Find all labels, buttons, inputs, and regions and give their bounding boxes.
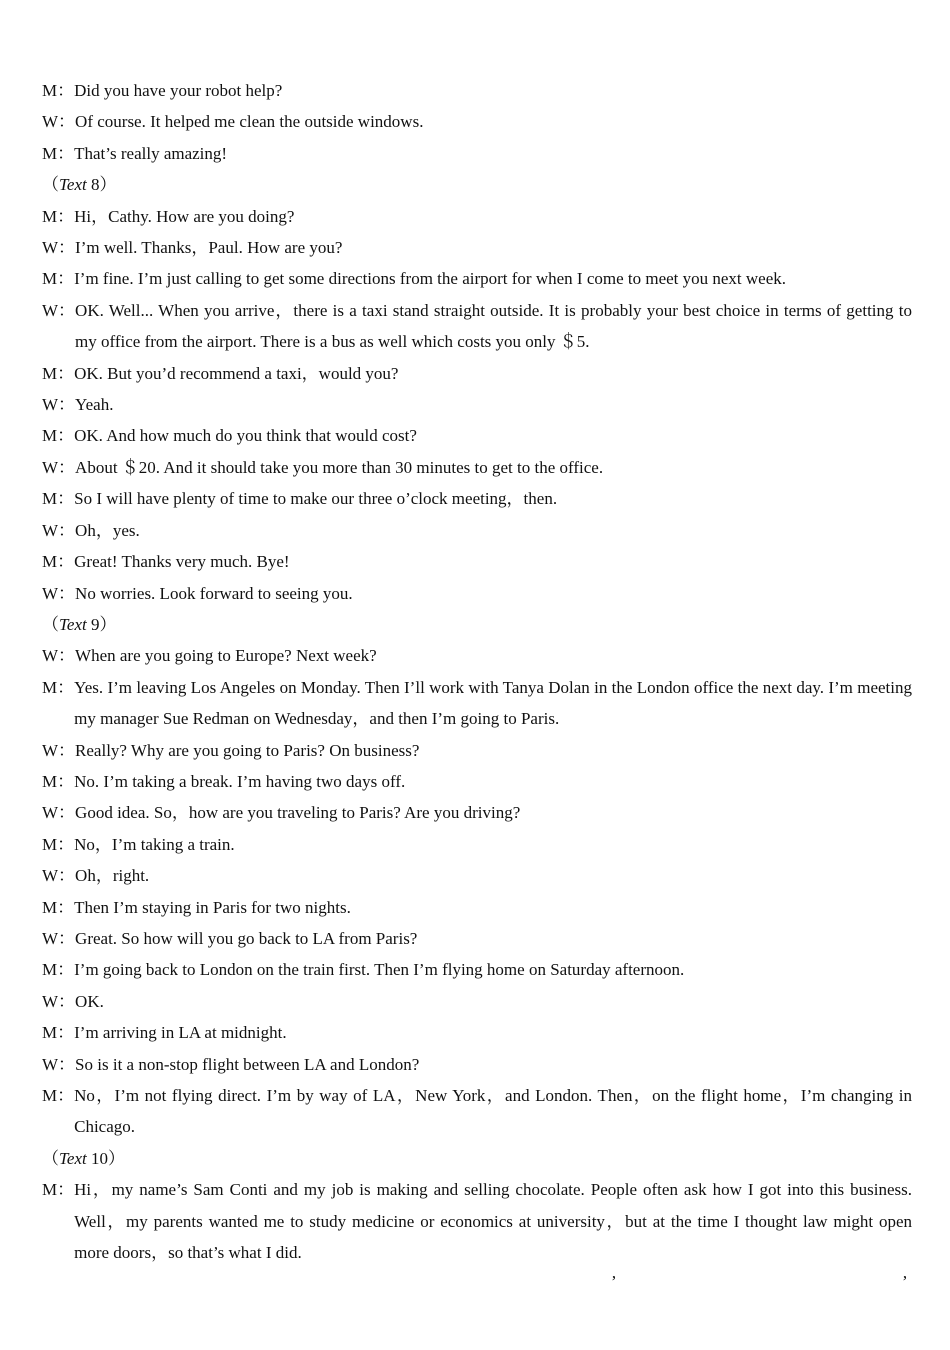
utterance-text: Great. So how will you go back to LA from Paris? <box>75 928 418 948</box>
utterance-text: OK. <box>75 991 104 1011</box>
speaker-label: W： <box>42 803 76 823</box>
footer-mark-right: ’ <box>902 1272 908 1291</box>
utterance-text: So is it a non-stop flight between LA and London? <box>75 1054 420 1074</box>
utterance-text: No，I’m taking a train. <box>74 834 235 854</box>
dialogue-line <box>42 860 912 891</box>
dialogue-line <box>42 420 912 451</box>
dialogue-line <box>42 232 912 263</box>
speaker-label: M： <box>42 81 75 100</box>
utterance-text: Hi，my name’s Sam Conti and my job is making and selling chocolate. People often ask how I got into this business. Well，my parents wanted me to study medicine or economics at university，but at the time I thought law might open more doors，so that’s what I did. <box>74 1180 912 1263</box>
utterance-text: I’m well. Thanks，Paul. How are you? <box>75 238 343 258</box>
footer-mark-left: ’ <box>611 1272 617 1291</box>
dialogue-line <box>42 672 912 735</box>
dialogue-line <box>42 1017 912 1048</box>
speaker-label: W： <box>42 646 76 666</box>
utterance-text: Oh，yes. <box>75 520 140 540</box>
utterance-text: No worries. Look forward to seeing you. <box>75 583 353 603</box>
section-number: 8） <box>86 175 117 195</box>
speaker-label: M： <box>42 897 75 917</box>
section-number: 9） <box>86 614 117 634</box>
speaker-label: M： <box>42 834 75 854</box>
utterance-text: That’s really amazing! <box>74 143 228 163</box>
speaker-label: W： <box>42 1054 76 1074</box>
utterance-text: OK. But you’d recommend a taxi，would you? <box>74 363 399 383</box>
dialogue-line <box>42 295 912 358</box>
utterance-text: Really? Why are you going to Paris? On business? <box>75 740 420 760</box>
dialogue-line <box>42 954 912 985</box>
section-label: Text <box>59 175 87 195</box>
section-open-paren: （ <box>42 1148 59 1168</box>
speaker-label: M： <box>42 269 75 289</box>
utterance-text: Did you have your robot help? <box>74 81 283 100</box>
utterance-text: Yes. I’m leaving Los Angeles on Monday. Then I’ll work with Tanya Dolan in the London office the next day. I’m meeting my manager Sue Redman on Wednesday，and then I’m going to Paris. <box>74 677 912 729</box>
speaker-label: M： <box>42 552 75 572</box>
dialogue-line <box>42 892 912 923</box>
utterance-text: OK. And how much do you think that would cost? <box>74 426 417 446</box>
dialogue-line <box>42 1049 912 1080</box>
utterance-text: Oh，right. <box>75 866 150 886</box>
dialogue-line <box>42 452 912 483</box>
dialogue-line <box>42 358 912 389</box>
speaker-label: W： <box>42 300 76 320</box>
speaker-label: W： <box>42 395 76 415</box>
speaker-label: M： <box>42 960 75 980</box>
speaker-label: M： <box>42 1023 75 1043</box>
section-open-paren: （ <box>42 175 59 195</box>
speaker-label: W： <box>42 866 76 886</box>
dialogue-line <box>42 766 912 797</box>
listening-transcript <box>42 75 912 1268</box>
utterance-text: So I will have plenty of time to make our three o’clock meeting，then. <box>74 489 558 509</box>
speaker-label: W： <box>42 928 76 948</box>
speaker-label: W： <box>42 238 76 258</box>
dialogue-line <box>42 1174 912 1268</box>
speaker-label: W： <box>42 112 76 132</box>
utterance-text: I’m fine. I’m just calling to get some directions from the airport for when I come to meet you next week. <box>74 269 787 289</box>
utterance-text: When are you going to Europe? Next week? <box>75 646 377 666</box>
speaker-label: M： <box>42 426 75 446</box>
speaker-label: M： <box>42 1086 75 1105</box>
dialogue-line <box>42 578 912 609</box>
utterance-text: I’m going back to London on the train first. Then I’m flying home on Saturday afternoon. <box>74 960 685 980</box>
speaker-label: M： <box>42 206 75 226</box>
utterance-text: Yeah. <box>75 395 114 415</box>
section-label: Text <box>59 614 87 634</box>
utterance-text: No. I’m taking a break. I’m having two days off. <box>74 771 406 791</box>
speaker-label: M： <box>42 489 75 509</box>
utterance-text: I’m arriving in LA at midnight. <box>74 1023 287 1043</box>
dialogue-line <box>42 829 912 860</box>
dialogue-line <box>42 201 912 232</box>
dialogue-line <box>42 1080 912 1143</box>
speaker-label: M： <box>42 363 75 383</box>
dialogue-line <box>42 797 912 828</box>
speaker-label: W： <box>42 583 76 603</box>
utterance-text: Hi，Cathy. How are you doing? <box>74 206 295 226</box>
dialogue-line <box>42 546 912 577</box>
speaker-label: M： <box>42 143 75 163</box>
speaker-label: M： <box>42 1180 75 1200</box>
dialogue-line <box>42 75 912 106</box>
utterance-text: No，I’m not flying direct. I’m by way of LA，New York，and London. Then，on the flight home，I’m changing in Chicago. <box>74 1086 912 1137</box>
utterance-text: Then I’m staying in Paris for two nights. <box>74 897 351 917</box>
dialogue-line <box>42 986 912 1017</box>
dialogue-line <box>42 515 912 546</box>
speaker-label: W： <box>42 520 76 540</box>
utterance-text: Of course. It helped me clean the outside windows. <box>75 112 424 132</box>
dialogue-line <box>42 483 912 514</box>
section-heading <box>42 609 912 640</box>
section-heading <box>42 1143 912 1174</box>
dialogue-line <box>42 106 912 137</box>
speaker-label: W： <box>42 457 76 477</box>
utterance-text: Good idea. So，how are you traveling to Paris? Are you driving? <box>75 803 521 823</box>
utterance-text: Great! Thanks very much. Bye! <box>74 552 290 572</box>
section-number: 10） <box>86 1148 125 1168</box>
dialogue-line <box>42 389 912 420</box>
section-heading <box>42 169 912 200</box>
section-label: Text <box>59 1148 87 1168</box>
utterance-text: About ＄20. And it should take you more than 30 minutes to get to the office. <box>75 457 604 477</box>
utterance-text: OK. Well... When you arrive，there is a taxi stand straight outside. It is probably your best choice in terms of getting to my office from the airport. There is a bus as well which costs you only ＄5. <box>75 300 912 352</box>
dialogue-line <box>42 138 912 169</box>
dialogue-line <box>42 735 912 766</box>
dialogue-line <box>42 923 912 954</box>
speaker-label: W： <box>42 740 76 760</box>
section-open-paren: （ <box>42 614 59 634</box>
speaker-label: W： <box>42 991 76 1011</box>
speaker-label: M： <box>42 771 75 791</box>
speaker-label: M： <box>42 677 75 697</box>
dialogue-line <box>42 640 912 671</box>
dialogue-line <box>42 263 912 294</box>
